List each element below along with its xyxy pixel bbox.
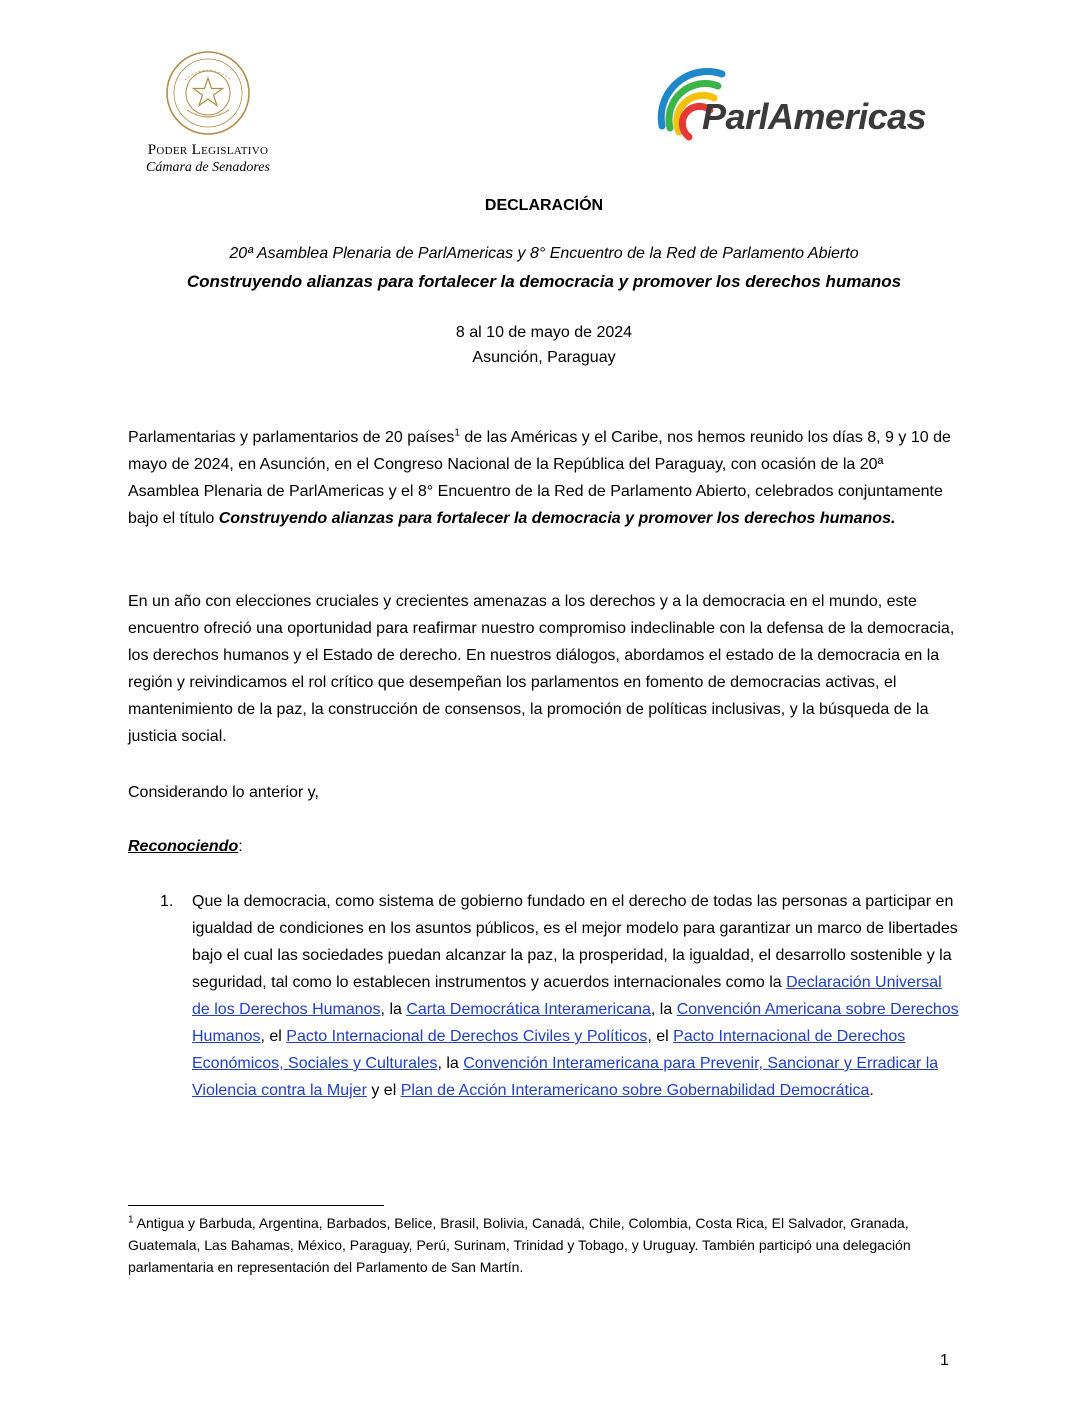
seal-line-2: Cámara de Senadores [146, 160, 270, 175]
recognizing-heading [128, 833, 958, 860]
recognizing-colon: : [238, 838, 243, 855]
link-pacto-economicos[interactable]: Pacto Internacional de Derechos Económicos, Sociales y Culturales [192, 1028, 906, 1072]
link-convencion-americana[interactable]: Convención Americana sobre Derechos Humanos [192, 1001, 959, 1045]
document-subtitle: 20ª Asamblea Plenaria de ParlAmericas y 8° Encuentro de la Red de Parlamento Abierto [229, 245, 859, 262]
logo-text: ParlAmericas [702, 96, 927, 137]
footnote-text: Antigua y Barbuda, Argentina, Barbados, Belice, Brasil, Bolivia, Canadá, Chile, Colombia, Costa Rica, El Salvador, Granada, Guatemala, Las Bahamas, México, Paraguay, Perú, Surinam, Trinidad y Tobago, y Uruguay. También participó una delegación parlamentaria en representación del Parlamento de San Martín. [128, 1215, 911, 1275]
document-theme: Construyendo alianzas para fortalecer la democracia y promover los derechos humanos [186, 272, 902, 291]
separator: , el [647, 1028, 674, 1045]
document-title: DECLARACIÓN [484, 197, 604, 214]
item-end: . [869, 1082, 874, 1099]
paragraph-context: En un año con elecciones cruciales y crecientes amenazas a los derechos y a la democracia en el mundo, este encuentro ofreció una oportunidad para reafirmar nuestro compromiso indeclinable con la defensa de la democracia, los derechos humanos y el Estado de derecho. En nuestros diálogos, abordamos el estado de la democracia en la región y reivindicamos el rol crítico que desempeñan los parlamentos en fomento de democracias activas, el mantenimiento de la paz, la construcción de consensos, la promoción de políticas inclusivas, y la búsqueda de la justicia social. [128, 593, 955, 745]
link-convencion-violencia-mujer[interactable]: Convención Interamericana para Prevenir, Sancionar y Erradicar la Violencia contra la Mujer [192, 1055, 939, 1099]
item-lead: Que la democracia, como sistema de gobierno fundado en el derecho de todas las personas a participar en igualdad de condiciones en los asuntos públicos, es el mejor modelo para garantizar un marco de libertades bajo el cual las sociedades puedan alcanzar la paz, la prosperidad, la igualdad, el desarrollo sostenible y la seguridad, tal como lo establecen instrumentos y acuerdos internacionales como la [192, 893, 958, 991]
separator: , la [650, 1001, 677, 1018]
footnote-divider [128, 1205, 384, 1206]
link-carta-democratica[interactable]: Carta Democrática Interamericana [406, 1001, 651, 1018]
link-pacto-civiles[interactable]: Pacto Internacional de Derechos Civiles y Políticos [286, 1028, 648, 1045]
parlamericas-logo [652, 66, 962, 166]
document-date: 8 al 10 de mayo de 2024 [455, 324, 633, 341]
footnote [128, 1212, 958, 1278]
footnote-ref[interactable]: 1 [454, 427, 460, 439]
list-item-number: 1. [160, 893, 174, 910]
senate-header [128, 50, 288, 176]
paragraph-intro [128, 424, 958, 532]
senate-seal-icon [165, 50, 251, 136]
footnote-number: 1 [128, 1214, 134, 1226]
paragraph-considering: Considerando lo anterior y, [128, 784, 319, 801]
recognizing-label: Reconociendo [128, 838, 239, 855]
document-place: Asunción, Paraguay [472, 349, 616, 366]
intro-text-a: Parlamentarias y parlamentarios de 20 países [128, 429, 455, 446]
separator: , el [260, 1028, 287, 1045]
link-plan-accion[interactable]: Plan de Acción Interamericano sobre Gobernabilidad Democrática [400, 1082, 870, 1099]
separator: , la [380, 1001, 407, 1018]
seal-line-1: Poder Legislativo [147, 142, 269, 158]
link-udhr[interactable]: Declaración Universal de los Derechos Humanos [192, 974, 942, 1018]
list-item-text [192, 888, 962, 1104]
intro-theme-bold: Construyendo alianzas para fortalecer la democracia y promover los derechos humanos. [218, 510, 896, 527]
separator: y el [366, 1082, 401, 1099]
separator: , la [437, 1055, 464, 1072]
page-number: 1 [940, 1352, 949, 1369]
intro-text-b: de las Américas y el Caribe, nos hemos reunido los días 8, 9 y 10 de mayo de 2024, en Asunción, en el Congreso Nacional de la República del Paraguay, con ocasión de la 20ª Asamblea Plenaria de ParlAmericas y el 8° Encuentro de la Red de Parlamento Abierto, celebrados conjuntamente bajo el título [128, 429, 951, 527]
